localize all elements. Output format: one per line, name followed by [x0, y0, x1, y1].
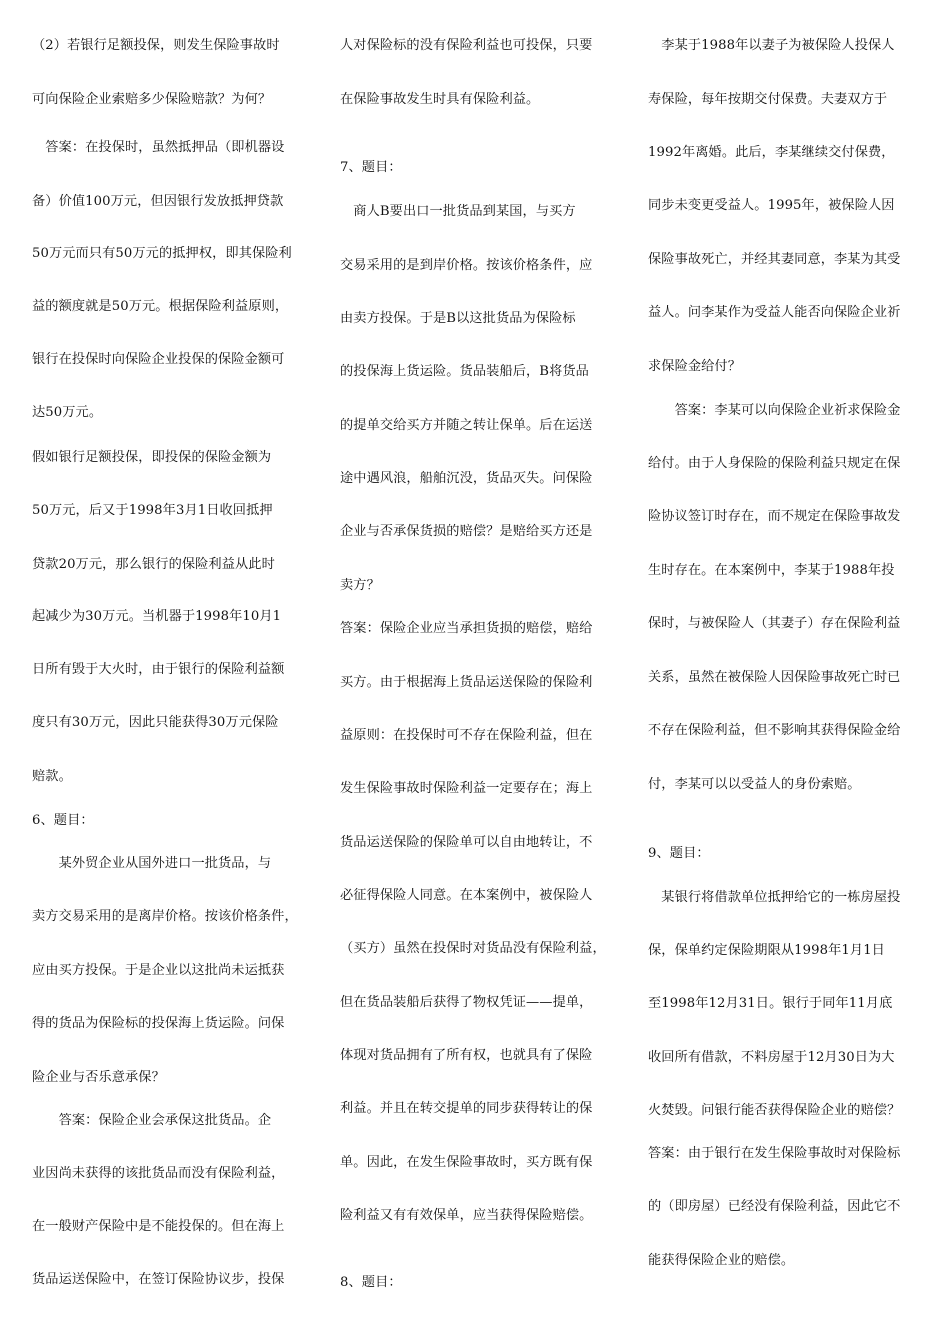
- text-line: 但在货品装船后获得了物权凭证——提单，: [340, 995, 593, 1010]
- text-line: 商人B要出口一批货品到某国，与买方: [340, 204, 576, 219]
- text-line: 同步未变更受益人。1995年，被保险人因: [648, 198, 895, 213]
- text-line: 备）价值100万元，但因银行发放抵押贷款: [32, 194, 284, 209]
- text-line: 业因尚未获得的该批货品而没有保险利益，: [32, 1166, 285, 1181]
- text-line: 付，李某可以以受益人的身份索赔。: [648, 777, 861, 792]
- text-line: 达50万元。: [32, 405, 103, 420]
- text-line: 李某于1988年以妻子为被保险人投保人: [648, 38, 895, 53]
- text-line: 赔款。: [32, 769, 72, 784]
- text-line: 保，保单约定保险期限从1998年1月1日: [648, 943, 885, 958]
- text-line: （买方）虽然在投保时对货品没有保险利益，: [340, 941, 606, 956]
- text-line: 人对保险标的没有保险利益也可投保，只要: [340, 38, 593, 53]
- text-line: 不存在保险利益，但不影响其获得保险金给: [648, 723, 901, 738]
- text-line: 8、题目：: [340, 1275, 402, 1290]
- text-line: 7、题目：: [340, 160, 402, 175]
- text-line: 1992年离婚。此后，李某继续交付保费，: [648, 145, 895, 160]
- text-line: 货品运送保险中，在签订保险协议步，投保: [32, 1272, 285, 1287]
- text-line: 至1998年12月31日。银行于同年11月底: [648, 996, 893, 1011]
- text-line: 益人。问李某作为受益人能否向保险企业祈: [648, 305, 901, 320]
- text-line: 在保险事故发生时具有保险利益。: [340, 92, 540, 107]
- text-line: 保时，与被保险人（其妻子）存在保险利益: [648, 616, 901, 631]
- text-line: 必征得保险人同意。在本案例中，被保险人: [340, 888, 593, 903]
- text-line: 险企业与否乐意承保？: [32, 1070, 165, 1085]
- text-line: 能获得保险企业的赔偿。: [648, 1253, 795, 1268]
- text-line: 益原则：在投保时可不存在保险利益，但在: [340, 728, 593, 743]
- text-line: 由卖方投保。于是B以这批货品为保险标: [340, 311, 576, 326]
- text-line: 度只有30万元，因此只能获得30万元保险: [32, 715, 279, 730]
- text-line: 假如银行足额投保，即投保的保险金额为: [32, 450, 272, 465]
- text-line: 得的货品为保险标的投保海上货运险。问保: [32, 1016, 285, 1031]
- text-line: 险协议签订时存在，而不规定在保险事故发: [648, 509, 901, 524]
- text-line: 50万元而只有50万元的抵押权，即其保险利: [32, 246, 292, 261]
- text-line: 求保险金给付？: [648, 359, 742, 374]
- text-line: 给付。由于人身保险的保险利益只规定在保: [648, 456, 901, 471]
- text-line: 答案：在投保时，虽然抵押品（即机器设: [32, 140, 285, 155]
- text-line: 货品运送保险的保险单可以自由地转让，不: [340, 835, 593, 850]
- text-line: 50万元，后又于1998年3月1日收回抵押: [32, 503, 273, 518]
- text-line: 益的额度就是50万元。根据保险利益原则，: [32, 299, 289, 314]
- text-line: 可向保险企业索赔多少保险赔款？为何？: [32, 92, 272, 107]
- text-line: 买方。由于根据海上货品运送保险的保险利: [340, 675, 593, 690]
- text-line: 起减少为30万元。当机器于1998年10月1: [32, 609, 282, 624]
- text-line: 利益。并且在转交提单的同步获得转让的保: [340, 1101, 593, 1116]
- text-line: 交易采用的是到岸价格。按该价格条件，应: [340, 258, 593, 273]
- text-line: 关系，虽然在被保险人因保险事故死亡时已: [648, 670, 901, 685]
- text-line: 寿保险，每年按期交付保费。夫妻双方于: [648, 92, 888, 107]
- text-line: 某外贸企业从国外进口一批货品，与: [32, 856, 272, 871]
- text-line: 途中遇风浪，船舶沉没，货品灭失。问保险: [340, 471, 593, 486]
- text-line: 保险事故死亡，并经其妻同意，李某为其受: [648, 252, 901, 267]
- text-line: 的提单交给买方并随之转让保单。后在运送: [340, 418, 593, 433]
- text-line: 生时存在。在本案例中，李某于1988年投: [648, 563, 895, 578]
- text-line: 火焚毁。问银行能否获得保险企业的赔偿？: [648, 1103, 901, 1118]
- text-line: 企业与否承保货损的赔偿？是赔给买方还是: [340, 524, 593, 539]
- text-line: 卖方交易采用的是离岸价格。按该价格条件，: [32, 909, 298, 924]
- text-line: 发生保险事故时保险利益一定要存在；海上: [340, 781, 593, 796]
- text-line: 收回所有借款，不料房屋于12月30日为大: [648, 1050, 895, 1065]
- text-line: 某银行将借款单位抵押给它的一栋房屋投: [648, 890, 901, 905]
- text-line: 应由买方投保。于是企业以这批尚未运抵获: [32, 963, 285, 978]
- text-line: 险利益又有有效保单，应当获得保险赔偿。: [340, 1208, 593, 1223]
- text-line: 答案：保险企业会承保这批货品。企: [32, 1113, 272, 1128]
- text-line: 日所有毁于大火时，由于银行的保险利益额: [32, 662, 285, 677]
- text-line: 体现对货品拥有了所有权，也就具有了保险: [340, 1048, 593, 1063]
- text-line: 卖方？: [340, 578, 380, 593]
- text-line: 的（即房屋）已经没有保险利益，因此它不: [648, 1199, 901, 1214]
- text-line: 单。因此，在发生保险事故时，买方既有保: [340, 1155, 593, 1170]
- text-line: 6、题目：: [32, 813, 94, 828]
- text-line: 答案：由于银行在发生保险事故时对保险标: [648, 1146, 901, 1161]
- text-line: 答案：保险企业应当承担货损的赔偿，赔给: [340, 621, 593, 636]
- text-line: 的投保海上货运险。货品装船后，B将货品: [340, 364, 589, 379]
- text-line: 银行在投保时向保险企业投保的保险金额可: [32, 352, 285, 367]
- text-line: 在一般财产保险中是不能投保的。但在海上: [32, 1219, 285, 1234]
- text-line: （2）若银行足额投保，则发生保险事故时: [32, 38, 280, 53]
- text-line: 答案：李某可以向保险企业祈求保险金: [648, 403, 901, 418]
- text-line: 9、题目：: [648, 846, 710, 861]
- text-line: 贷款20万元，那么银行的保险利益从此时: [32, 557, 275, 572]
